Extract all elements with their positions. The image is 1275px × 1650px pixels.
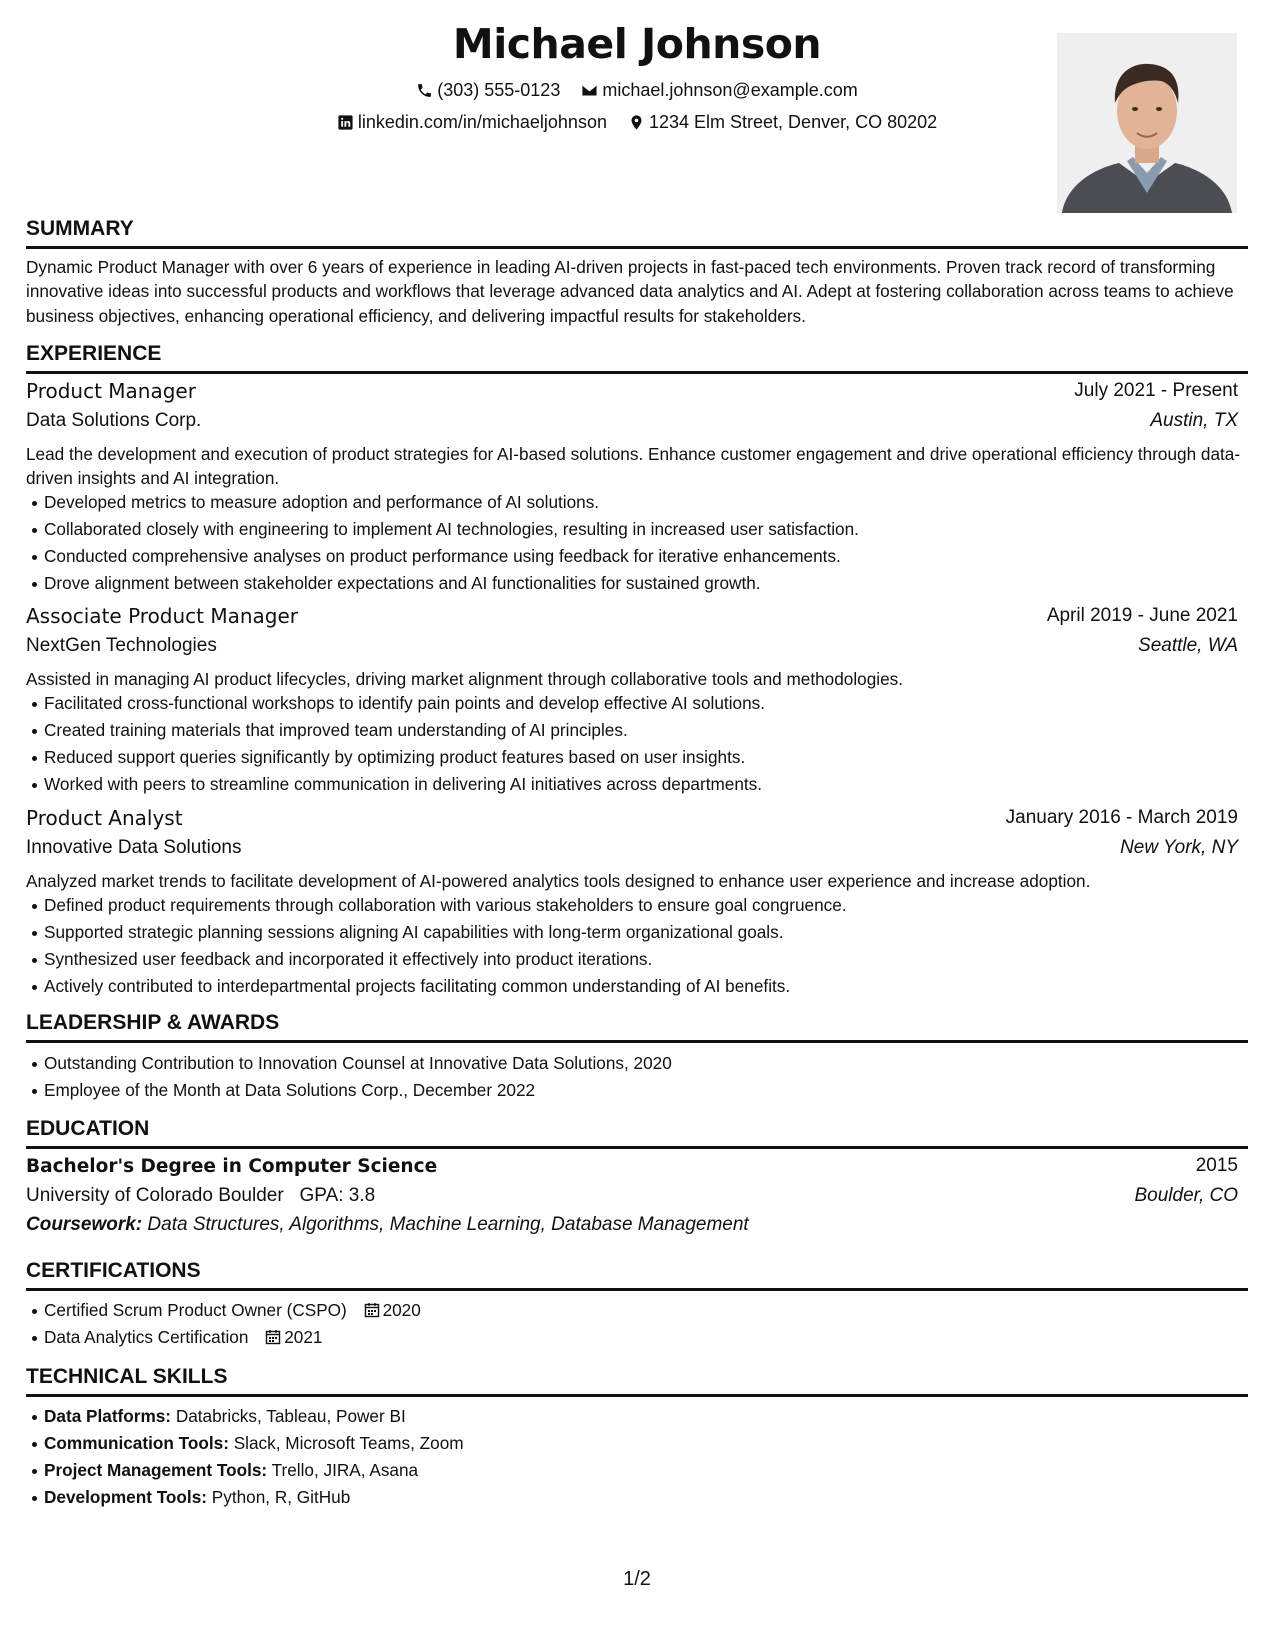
section-title-summary: SUMMARY [26, 216, 1248, 249]
email-contact[interactable] [581, 80, 857, 101]
section-title-technical-skills: TECHNICAL SKILLS [26, 1364, 1248, 1397]
list-item [26, 1430, 1248, 1457]
job-title: Product Analyst [26, 806, 183, 830]
job-description: Analyzed market trends to facilitate development of AI-powered analytics tools designed to enhance user experience and increase adoption. [26, 871, 1091, 891]
certification-name: Data Analytics Certification [44, 1327, 249, 1347]
list-item: Drove alignment between stakeholder expectations and AI functionalities for sustained growth. [26, 570, 1248, 597]
list-item: Actively contributed to interdepartmental projects facilitating common understanding of AI benefits. [26, 973, 1248, 1000]
job-company: Data Solutions Corp. [26, 410, 202, 431]
summary-text: Dynamic Product Manager with over 6 years of experience in leading AI-driven projects in fast-paced tech environments. Proven track record of transforming innovative ideas into successful products and workflows that leverage advanced data analytics and AI. Adept at fostering collaboration across teams to achieve business objectives, enhancing operational efficiency, and delivering impactful results for stakeholders. [26, 257, 1234, 326]
email-address[interactable]: michael.johnson@example.com [602, 80, 858, 100]
skill-values: Trello, JIRA, Asana [271, 1460, 419, 1480]
street-address: 1234 Elm Street, Denver, CO 80202 [648, 112, 938, 132]
address-contact [628, 112, 937, 133]
job-bullet-list [26, 690, 1248, 798]
list-item: Supported strategic planning sessions aligning AI capabilities with long-term organizational goals. [26, 919, 1248, 946]
job-description: Assisted in managing AI product lifecycles, driving market alignment through collaborative tools and methodologies. [26, 669, 904, 689]
job-location: Seattle, WA [1138, 635, 1238, 656]
job-title: Associate Product Manager [26, 604, 299, 628]
job-dates: July 2021 - Present [1074, 380, 1238, 401]
leadership-list [26, 1050, 1248, 1104]
skill-category: Development Tools: [44, 1487, 207, 1507]
job-dates: January 2016 - March 2019 [1005, 807, 1238, 828]
job-description: Lead the development and execution of product strategies for AI-based solutions. Enhance customer engagement and drive operational efficiency through data-driven insights and AI integration. [26, 444, 1241, 489]
degree-title: Bachelor's Degree in Computer Science [26, 1156, 438, 1177]
candidate-name: Michael Johnson [452, 20, 822, 68]
skill-category: Data Platforms: [44, 1406, 172, 1426]
location-pin-icon [628, 114, 645, 131]
resume-page [26, 0, 1248, 1650]
job-location: New York, NY [1120, 837, 1238, 858]
portrait-image [1057, 33, 1237, 213]
list-item [26, 1457, 1248, 1484]
school-line [26, 1185, 375, 1207]
school-name: University of Colorado Boulder [26, 1185, 284, 1206]
list-item: Developed metrics to measure adoption and performance of AI solutions. [26, 489, 1248, 516]
job-bullet-list [26, 892, 1248, 1000]
envelope-icon [581, 82, 598, 99]
linkedin-contact[interactable] [337, 112, 607, 133]
skill-values: Slack, Microsoft Teams, Zoom [233, 1433, 464, 1453]
list-item: Worked with peers to streamline communication in delivering AI initiatives across departments. [26, 771, 1248, 798]
section-title-leadership: LEADERSHIP & AWARDS [26, 1010, 1248, 1043]
calendar-icon [265, 1329, 281, 1345]
list-item: Conducted comprehensive analyses on product performance using feedback for iterative enhancements. [26, 543, 1248, 570]
certifications-list [26, 1297, 1248, 1351]
skill-values: Databricks, Tableau, Power BI [175, 1406, 406, 1426]
section-title-experience: EXPERIENCE [26, 341, 1248, 374]
job-company: NextGen Technologies [26, 635, 217, 656]
job-title: Product Manager [26, 379, 196, 403]
list-item: Synthesized user feedback and incorporated it effectively into product iterations. [26, 946, 1248, 973]
calendar-icon [364, 1302, 380, 1318]
job-bullet-list [26, 489, 1248, 597]
skill-category: Project Management Tools: [44, 1460, 268, 1480]
coursework-label: Coursework: [26, 1214, 143, 1235]
phone-number: (303) 555-0123 [437, 80, 561, 100]
list-item: Collaborated closely with engineering to implement AI technologies, resulting in increased user satisfaction. [26, 516, 1248, 543]
list-item: Facilitated cross-functional workshops to identify pain points and develop effective AI solutions. [26, 690, 1248, 717]
gpa: GPA: 3.8 [299, 1185, 376, 1206]
list-item [26, 1403, 1248, 1430]
skill-category: Communication Tools: [44, 1433, 229, 1453]
list-item: Created training materials that improved team understanding of AI principles. [26, 717, 1248, 744]
list-item [26, 1324, 1248, 1351]
skill-values: Python, R, GitHub [211, 1487, 351, 1507]
skills-list [26, 1403, 1248, 1511]
section-title-education: EDUCATION [26, 1116, 1248, 1149]
school-location: Boulder, CO [1134, 1185, 1238, 1206]
phone-contact [416, 80, 560, 101]
phone-icon [416, 82, 433, 99]
list-item: Defined product requirements through collaboration with various stakeholders to ensure goal congruence. [26, 892, 1248, 919]
list-item: Reduced support queries significantly by optimizing product features based on user insights. [26, 744, 1248, 771]
coursework-line [26, 1214, 749, 1236]
job-company: Innovative Data Solutions [26, 837, 242, 858]
list-item: Employee of the Month at Data Solutions Corp., December 2022 [26, 1077, 1248, 1104]
certification-year: 2020 [382, 1300, 421, 1320]
list-item: Outstanding Contribution to Innovation Counsel at Innovative Data Solutions, 2020 [26, 1050, 1248, 1077]
list-item [26, 1484, 1248, 1511]
coursework-list: Data Structures, Algorithms, Machine Learning, Database Management [147, 1214, 749, 1235]
linkedin-url[interactable]: linkedin.com/in/michaeljohnson [357, 112, 607, 132]
page-number: 1/2 [623, 1568, 651, 1590]
linkedin-icon [337, 114, 354, 131]
certification-year: 2021 [284, 1327, 323, 1347]
job-dates: April 2019 - June 2021 [1046, 605, 1238, 626]
job-location: Austin, TX [1150, 410, 1238, 431]
profile-photo [1057, 33, 1237, 213]
section-title-certifications: CERTIFICATIONS [26, 1258, 1248, 1291]
graduation-year: 2015 [1195, 1155, 1238, 1176]
certification-name: Certified Scrum Product Owner (CSPO) [44, 1300, 347, 1320]
list-item [26, 1297, 1248, 1324]
